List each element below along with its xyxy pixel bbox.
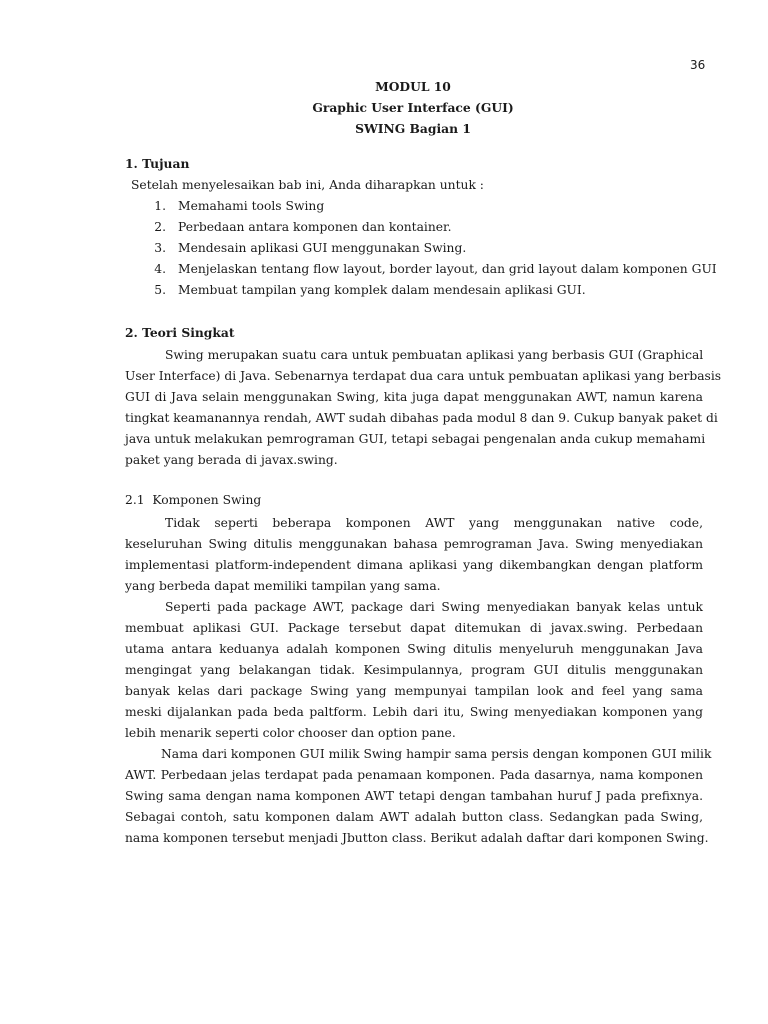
list-item-number: 3. <box>154 241 166 255</box>
list-item-text: Mendesain aplikasi GUI menggunakan Swing. <box>178 241 467 255</box>
paragraph-line: Swing sama dengan nama komponen AWT tetapi dengan tambahan huruf J pada prefixnya. <box>125 789 703 803</box>
paragraph-line: utama antara keduanya adalah komponen Swing ditulis menyeluruh menggunakan Java <box>125 642 703 656</box>
list-item-number: 2. <box>154 220 166 234</box>
section-heading-teori: 2. Teori Singkat <box>125 325 235 340</box>
module-title: MODUL 10 <box>375 79 451 94</box>
page-number: 36 <box>690 58 706 72</box>
tujuan-intro: Setelah menyelesaikan bab ini, Anda diharapkan untuk : <box>131 178 484 192</box>
paragraph-line: meski dijalankan pada beda paltform. Lebih dari itu, Swing menyediakan komponen yang <box>125 705 703 719</box>
teori-paragraph <box>125 345 722 471</box>
paragraph-line: User Interface) di Java. Sebenarnya terdapat dua cara untuk pembuatan aplikasi yang berbasis <box>125 369 722 383</box>
paragraph-line: Sebagai contoh, satu komponen dalam AWT adalah button class. Sedangkan pada Swing, <box>125 810 703 824</box>
paragraph-line: GUI di Java selain menggunakan Swing, kita juga dapat menggunakan AWT, namun karena <box>125 390 703 404</box>
list-item-text: Memahami tools Swing <box>178 199 325 213</box>
komponen-paragraph-1 <box>125 513 703 597</box>
module-part: SWING Bagian 1 <box>355 121 471 136</box>
list-item-number: 5. <box>154 283 166 297</box>
paragraph-line: lebih menarik seperti color chooser dan option pane. <box>125 726 456 740</box>
list-item-text: Perbedaan antara komponen dan kontainer. <box>178 220 452 234</box>
paragraph-line: Nama dari komponen GUI milik Swing hampir sama persis dengan komponen GUI milik <box>161 747 712 761</box>
list-item-number: 4. <box>154 262 166 276</box>
list-item-number: 1. <box>154 199 166 213</box>
paragraph-line: nama komponen tersebut menjadi Jbutton class. Berikut adalah daftar dari komponen Swing. <box>125 831 709 845</box>
paragraph-line: membuat aplikasi GUI. Package tersebut dapat ditemukan di javax.swing. Perbedaan <box>125 621 703 635</box>
module-subtitle: Graphic User Interface (GUI) <box>312 100 514 115</box>
section-heading-tujuan: 1. Tujuan <box>125 156 190 171</box>
paragraph-line: java untuk melakukan pemrograman GUI, tetapi sebagai pengenalan anda cukup memahami <box>125 432 706 446</box>
paragraph-line: Seperti pada package AWT, package dari Swing menyediakan banyak kelas untuk <box>165 600 703 614</box>
komponen-paragraph-3 <box>125 744 712 849</box>
list-item-text: Membuat tampilan yang komplek dalam mendesain aplikasi GUI. <box>178 283 586 297</box>
paragraph-line: Tidak seperti beberapa komponen AWT yang menggunakan native code, <box>165 516 703 530</box>
paragraph-line: paket yang berada di javax.swing. <box>125 453 338 467</box>
paragraph-line: tingkat keamanannya rendah, AWT sudah dibahas pada modul 8 dan 9. Cukup banyak paket di <box>125 411 718 425</box>
list-item-text: Menjelaskan tentang flow layout, border layout, dan grid layout dalam komponen GUI <box>178 262 717 276</box>
subsection-heading-komponen: 2.1 Komponen Swing <box>125 493 262 507</box>
paragraph-line: keseluruhan Swing ditulis menggunakan bahasa pemrograman Java. Swing menyediakan <box>125 537 703 551</box>
paragraph-line: implementasi platform-independent dimana aplikasi yang dikembangkan dengan platform <box>125 558 703 572</box>
paragraph-line: yang berbeda dapat memiliki tampilan yang sama. <box>125 579 441 593</box>
paragraph-line: AWT. Perbedaan jelas terdapat pada penamaan komponen. Pada dasarnya, nama komponen <box>125 768 703 782</box>
paragraph-line: mengingat yang belakangan tidak. Kesimpulannya, program GUI ditulis menggunakan <box>125 663 703 677</box>
komponen-paragraph-2 <box>125 597 703 744</box>
paragraph-line: banyak kelas dari package Swing yang mempunyai tampilan look and feel yang sama <box>125 684 703 698</box>
paragraph-line: Swing merupakan suatu cara untuk pembuatan aplikasi yang berbasis GUI (Graphical <box>165 348 704 362</box>
